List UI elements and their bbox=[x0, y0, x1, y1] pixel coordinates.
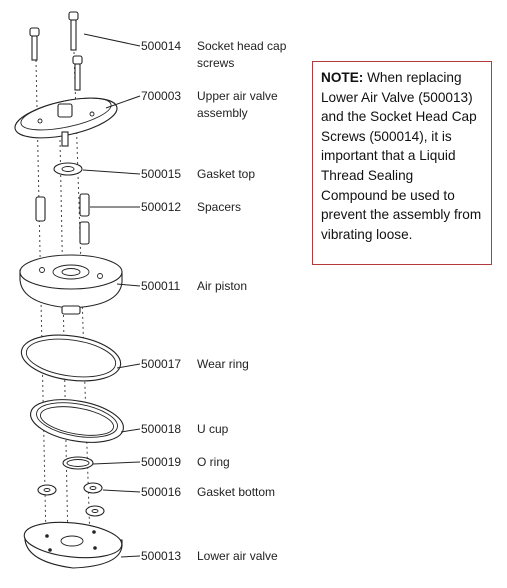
part-number: 500019 bbox=[141, 455, 182, 469]
note-text: When replacing Lower Air Valve (500013) and the Socket Head Cap Screws (500014), it is important that a Liquid Thread Sealing Compound be used to prevent the assembly from vibrating loose. bbox=[321, 70, 482, 242]
o-ring bbox=[63, 457, 93, 469]
part-number: 500015 bbox=[141, 167, 182, 181]
part-number: 700003 bbox=[141, 89, 182, 103]
part-names bbox=[197, 39, 287, 563]
part-number: 500012 bbox=[141, 200, 182, 214]
lower-air-valve bbox=[22, 518, 123, 568]
u-cup bbox=[27, 393, 127, 449]
air-piston bbox=[20, 255, 122, 314]
part-numbers bbox=[141, 39, 181, 563]
part-name: Spacers bbox=[197, 200, 242, 214]
part-name: Upper air valve bbox=[197, 89, 278, 103]
socket-head-cap-screws bbox=[30, 12, 82, 90]
part-name: Wear ring bbox=[197, 357, 249, 371]
part-number: 500014 bbox=[141, 39, 182, 53]
part-name: assembly bbox=[197, 106, 248, 120]
part-name: screws bbox=[197, 56, 235, 70]
part-name: U cup bbox=[197, 422, 229, 436]
note-heading: NOTE: bbox=[321, 70, 364, 85]
spacers bbox=[36, 194, 89, 244]
wear-ring bbox=[18, 329, 123, 386]
part-number: 500017 bbox=[141, 357, 182, 371]
upper-air-valve-assembly bbox=[12, 91, 121, 146]
part-number: 500011 bbox=[141, 279, 181, 293]
part-number: 500016 bbox=[141, 485, 182, 499]
part-name: Gasket bottom bbox=[197, 485, 276, 499]
part-name: Lower air valve bbox=[197, 549, 278, 563]
gasket-top bbox=[54, 163, 82, 175]
gasket-bottom bbox=[38, 483, 104, 516]
part-name: O ring bbox=[197, 455, 230, 469]
installation-note bbox=[312, 61, 492, 265]
part-number: 500018 bbox=[141, 422, 182, 436]
part-name: Gasket top bbox=[197, 167, 256, 181]
part-number: 500013 bbox=[141, 549, 182, 563]
part-name: Socket head cap bbox=[197, 39, 287, 53]
part-name: Air piston bbox=[197, 279, 248, 293]
